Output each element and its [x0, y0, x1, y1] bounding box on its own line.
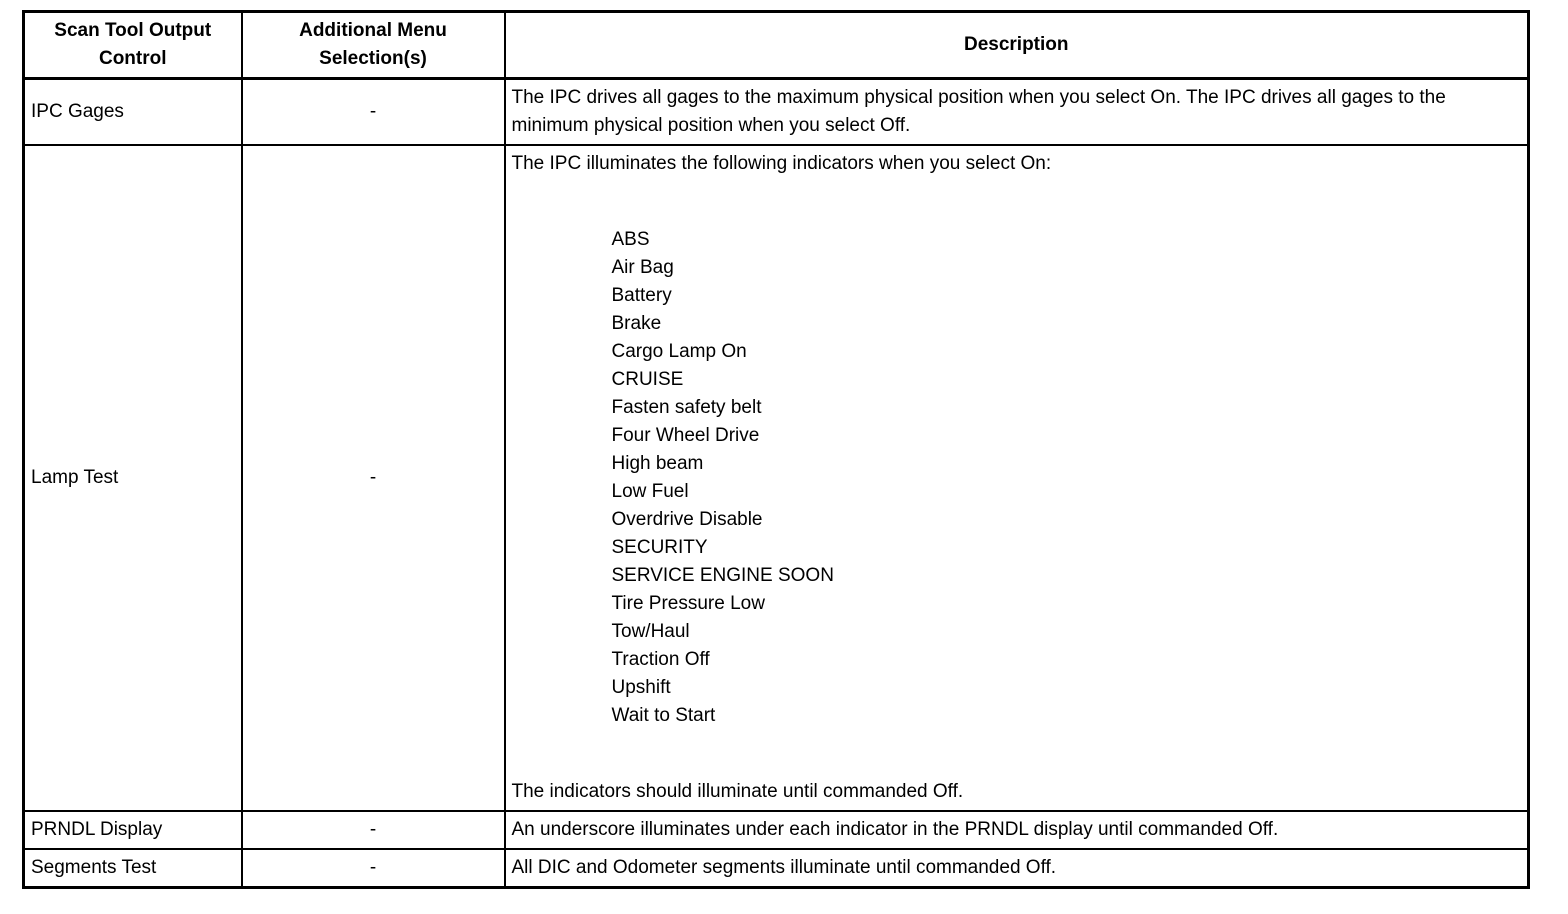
control-cell: PRNDL Display — [24, 811, 242, 849]
table-row — [24, 811, 1529, 849]
table-row — [24, 849, 1529, 888]
menu-selection-cell: - — [242, 811, 505, 849]
header-additional-menu-selections: Additional Menu Selection(s) — [242, 12, 505, 79]
indicator-item: SERVICE ENGINE SOON — [611, 565, 834, 586]
indicator-item: Overdrive Disable — [611, 509, 763, 530]
indicator-list — [612, 226, 1522, 730]
table-row — [24, 145, 1529, 811]
indicator-item: Tow/Haul — [611, 621, 690, 642]
menu-selection-cell: - — [242, 79, 505, 146]
indicator-item: Air Bag — [611, 257, 674, 278]
indicator-item: Fasten safety belt — [611, 397, 762, 418]
control-cell: IPC Gages — [24, 79, 242, 146]
indicator-item: Low Fuel — [611, 481, 689, 502]
header-description: Description — [505, 12, 1529, 79]
header-row — [24, 12, 1529, 79]
description-cell: An underscore illuminates under each indicator in the PRNDL display until commanded Off. — [505, 811, 1529, 849]
description-cell: The IPC drives all gages to the maximum physical position when you select On. The IPC drives all gages to the minimum physical position when you select Off. — [505, 79, 1529, 146]
description-intro: The IPC illuminates the following indicators when you select On: — [511, 153, 1052, 174]
control-cell: Segments Test — [24, 849, 242, 888]
header-scan-tool-output-control: Scan Tool Output Control — [24, 12, 242, 79]
table-row — [24, 79, 1529, 146]
table-body — [24, 79, 1529, 888]
menu-selection-cell: - — [242, 145, 505, 811]
control-cell: Lamp Test — [24, 145, 242, 811]
indicator-item: Tire Pressure Low — [611, 593, 765, 614]
description-footer: The indicators should illuminate until commanded Off. — [511, 781, 964, 802]
description-cell: All DIC and Odometer segments illuminate until commanded Off. — [505, 849, 1529, 888]
indicator-item: Brake — [611, 313, 662, 334]
scan-tool-output-table — [22, 10, 1530, 889]
indicator-item: Upshift — [611, 677, 671, 698]
indicator-item: High beam — [611, 453, 704, 474]
indicator-item: Wait to Start — [611, 705, 716, 726]
indicator-item: SECURITY — [611, 537, 708, 558]
indicator-item: Traction Off — [611, 649, 710, 670]
indicator-item: Battery — [611, 285, 672, 306]
description-cell — [505, 145, 1529, 811]
indicator-item: CRUISE — [611, 369, 684, 390]
indicator-item: Four Wheel Drive — [611, 425, 760, 446]
indicator-item: Cargo Lamp On — [611, 341, 747, 362]
menu-selection-cell: - — [242, 849, 505, 888]
indicator-item: ABS — [611, 229, 650, 250]
